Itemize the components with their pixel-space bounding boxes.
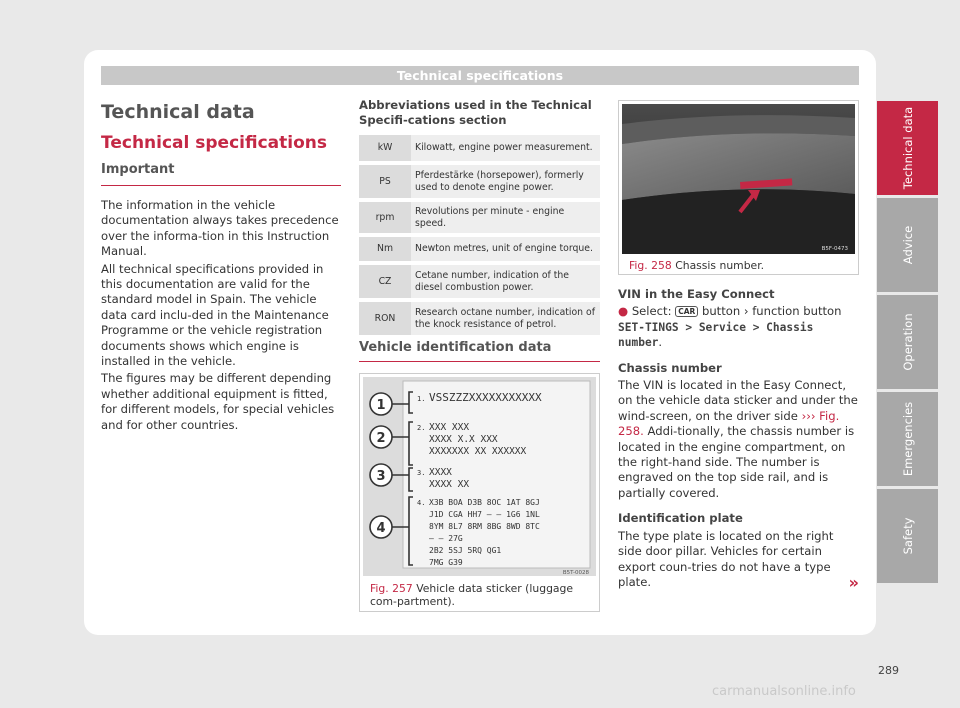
abbreviations-table [359,135,600,339]
column-abbreviations [359,98,600,339]
page-number: 289 [878,664,899,677]
sticker-line-number: 1. [417,395,426,403]
sticker-text: XXXXXXX XX XXXXXX [429,446,527,457]
tab-advice[interactable] [877,198,938,292]
sticker-vin: VSSZZZXXXXXXXXXXX [429,391,542,404]
running-header: Technical specifications [101,66,859,85]
heading-rule [359,361,600,362]
chassis-text: The VIN is located in the Easy Connect, on the vehicle data sticker and under the wind-screen, on the driver side [618,378,858,423]
chassis-paragraph [618,378,859,501]
sticker-text: XXXX XX [429,479,470,490]
sticker-line-number: 4. [417,499,426,507]
tab-emergencies[interactable] [877,392,938,486]
select-label: Select: [631,304,672,319]
callout-number: 2 [376,431,386,446]
tab-label: Emergencies [900,401,915,477]
tab-label: Operation [900,313,915,371]
abbr-value: Revolutions per minute - engine speed. [411,200,600,235]
button-text: button › function button [701,304,842,319]
sticker-text: XXXX [429,467,452,478]
section-title: Technical specifications [101,133,327,153]
figure-258 [618,100,859,275]
id-plate-paragraph [618,529,859,591]
paragraph: The information in the vehicle documentation always takes precedence over the informa-tion in this Instruction Manual. [101,198,339,259]
paragraph: The figures may be different depending whether additional equipment is fitted, for different models, for special vehicles and for other countries. [101,371,335,432]
callout-number: 1 [376,398,386,413]
photo-drawing [622,104,855,254]
id-plate-text: The type plate is located on the right side door pillar. Vehicles for certain export coun-tries do not have a type plate. [618,528,834,589]
sticker-code-row: 8YM 8L7 8RM 8BG 8WD 8TC [429,522,540,531]
abbr-value: Pferdestärke (horsepower), formerly used to denote engine power. [411,163,600,200]
sticker-text: XXXX X.X XXX [429,434,498,445]
tab-operation[interactable] [877,295,938,389]
sticker-line-number: 3. [417,469,426,477]
column-vin [618,100,859,590]
sticker-code-row: 7MG G39 [429,558,463,567]
table-row [359,200,600,235]
car-button-icon: CAR [675,306,698,317]
sticker-code-row: X3B BOA D3B 8OC 1AT 8GJ [429,498,540,507]
figure-number: Fig. 257 [370,582,413,595]
chassis-text: Addi-tionally, the chassis number is located in the engine compartment, on the right-hand side. The number is engraved on the top side rail, and is partially covered. [618,424,855,500]
abbr-value: Kilowatt, engine power measurement. [411,135,600,163]
figure-257 [359,373,600,612]
figure-caption [370,582,592,608]
callout-number: 3 [376,469,386,484]
vehicle-id-heading: Vehicle identification data [359,340,552,355]
table-caption: Abbreviations used in the Technical Specifi-cations section [359,98,592,127]
abbr-key: rpm [359,200,411,235]
paragraph: All technical specifications provided in this documentation are valid for the standard model in Spain. The vehicle data card inclu-ded in the Maintenance Programme or the vehicle registration documents shows which engine is installed in the vehicle. [101,261,329,369]
table-row [359,300,600,337]
figure-caption-text: Vehicle data sticker (luggage com-partment). [370,582,574,608]
windscreen-chassis-number-photo [622,104,855,254]
vin-heading: VIN in the Easy Connect [618,287,775,301]
sticker-drawing [363,377,596,576]
figure-reference-link[interactable]: ››› Fig. 258. [618,408,840,439]
abbr-key: kW [359,135,411,163]
callout-number: 4 [376,521,386,536]
tab-label: Advice [900,225,915,265]
figure-caption-text: Chassis number. [675,259,765,272]
settings-path: SET-TINGS > Service > Chassis number [618,320,814,350]
chassis-heading: Chassis number [618,360,722,375]
sticker-code-row: – – 27G [429,534,463,543]
figure-code: B5T-0028 [562,570,589,576]
abbr-key: PS [359,163,411,200]
bullet: ● [618,304,629,319]
abbr-key: Nm [359,235,411,263]
table-row [359,235,600,263]
table-row [359,263,600,300]
tab-technical-data[interactable] [877,101,938,195]
table-row [359,163,600,200]
chapter-title: Technical data [101,101,255,123]
sticker-text: XXX XXX [429,422,470,433]
abbr-value: Newton metres, unit of engine torque. [411,235,600,263]
continue-icon: » [848,572,859,592]
figure-caption [629,259,764,272]
important-heading: Important [101,162,175,177]
period: . [658,335,663,350]
abbr-value: Cetane number, indication of the diesel combustion power. [411,263,600,300]
tab-safety[interactable] [877,489,938,583]
figure-number: Fig. 258 [629,259,672,272]
column-intro [101,98,341,433]
tab-label: Safety [900,517,915,555]
sticker-line-number: 2. [417,424,426,432]
vehicle-data-sticker-illustration [363,377,596,576]
sticker-code-row: 2B2 5SJ 5RQ QG1 [429,546,502,555]
tab-label: Technical data [900,106,915,190]
abbr-key: CZ [359,263,411,300]
id-plate-heading: Identification plate [618,511,743,526]
sticker-code-row: J1D CGA HH7 – – 1G6 1NL [429,510,540,519]
abbr-key: RON [359,300,411,337]
select-instruction [618,304,859,350]
table-row [359,135,600,163]
heading-rule [101,185,341,186]
abbr-value: Research octane number, indication of the knock resistance of petrol. [411,300,600,337]
watermark: carmanualsonline.info [712,684,856,699]
figure-code: B5F-0473 [821,246,848,252]
